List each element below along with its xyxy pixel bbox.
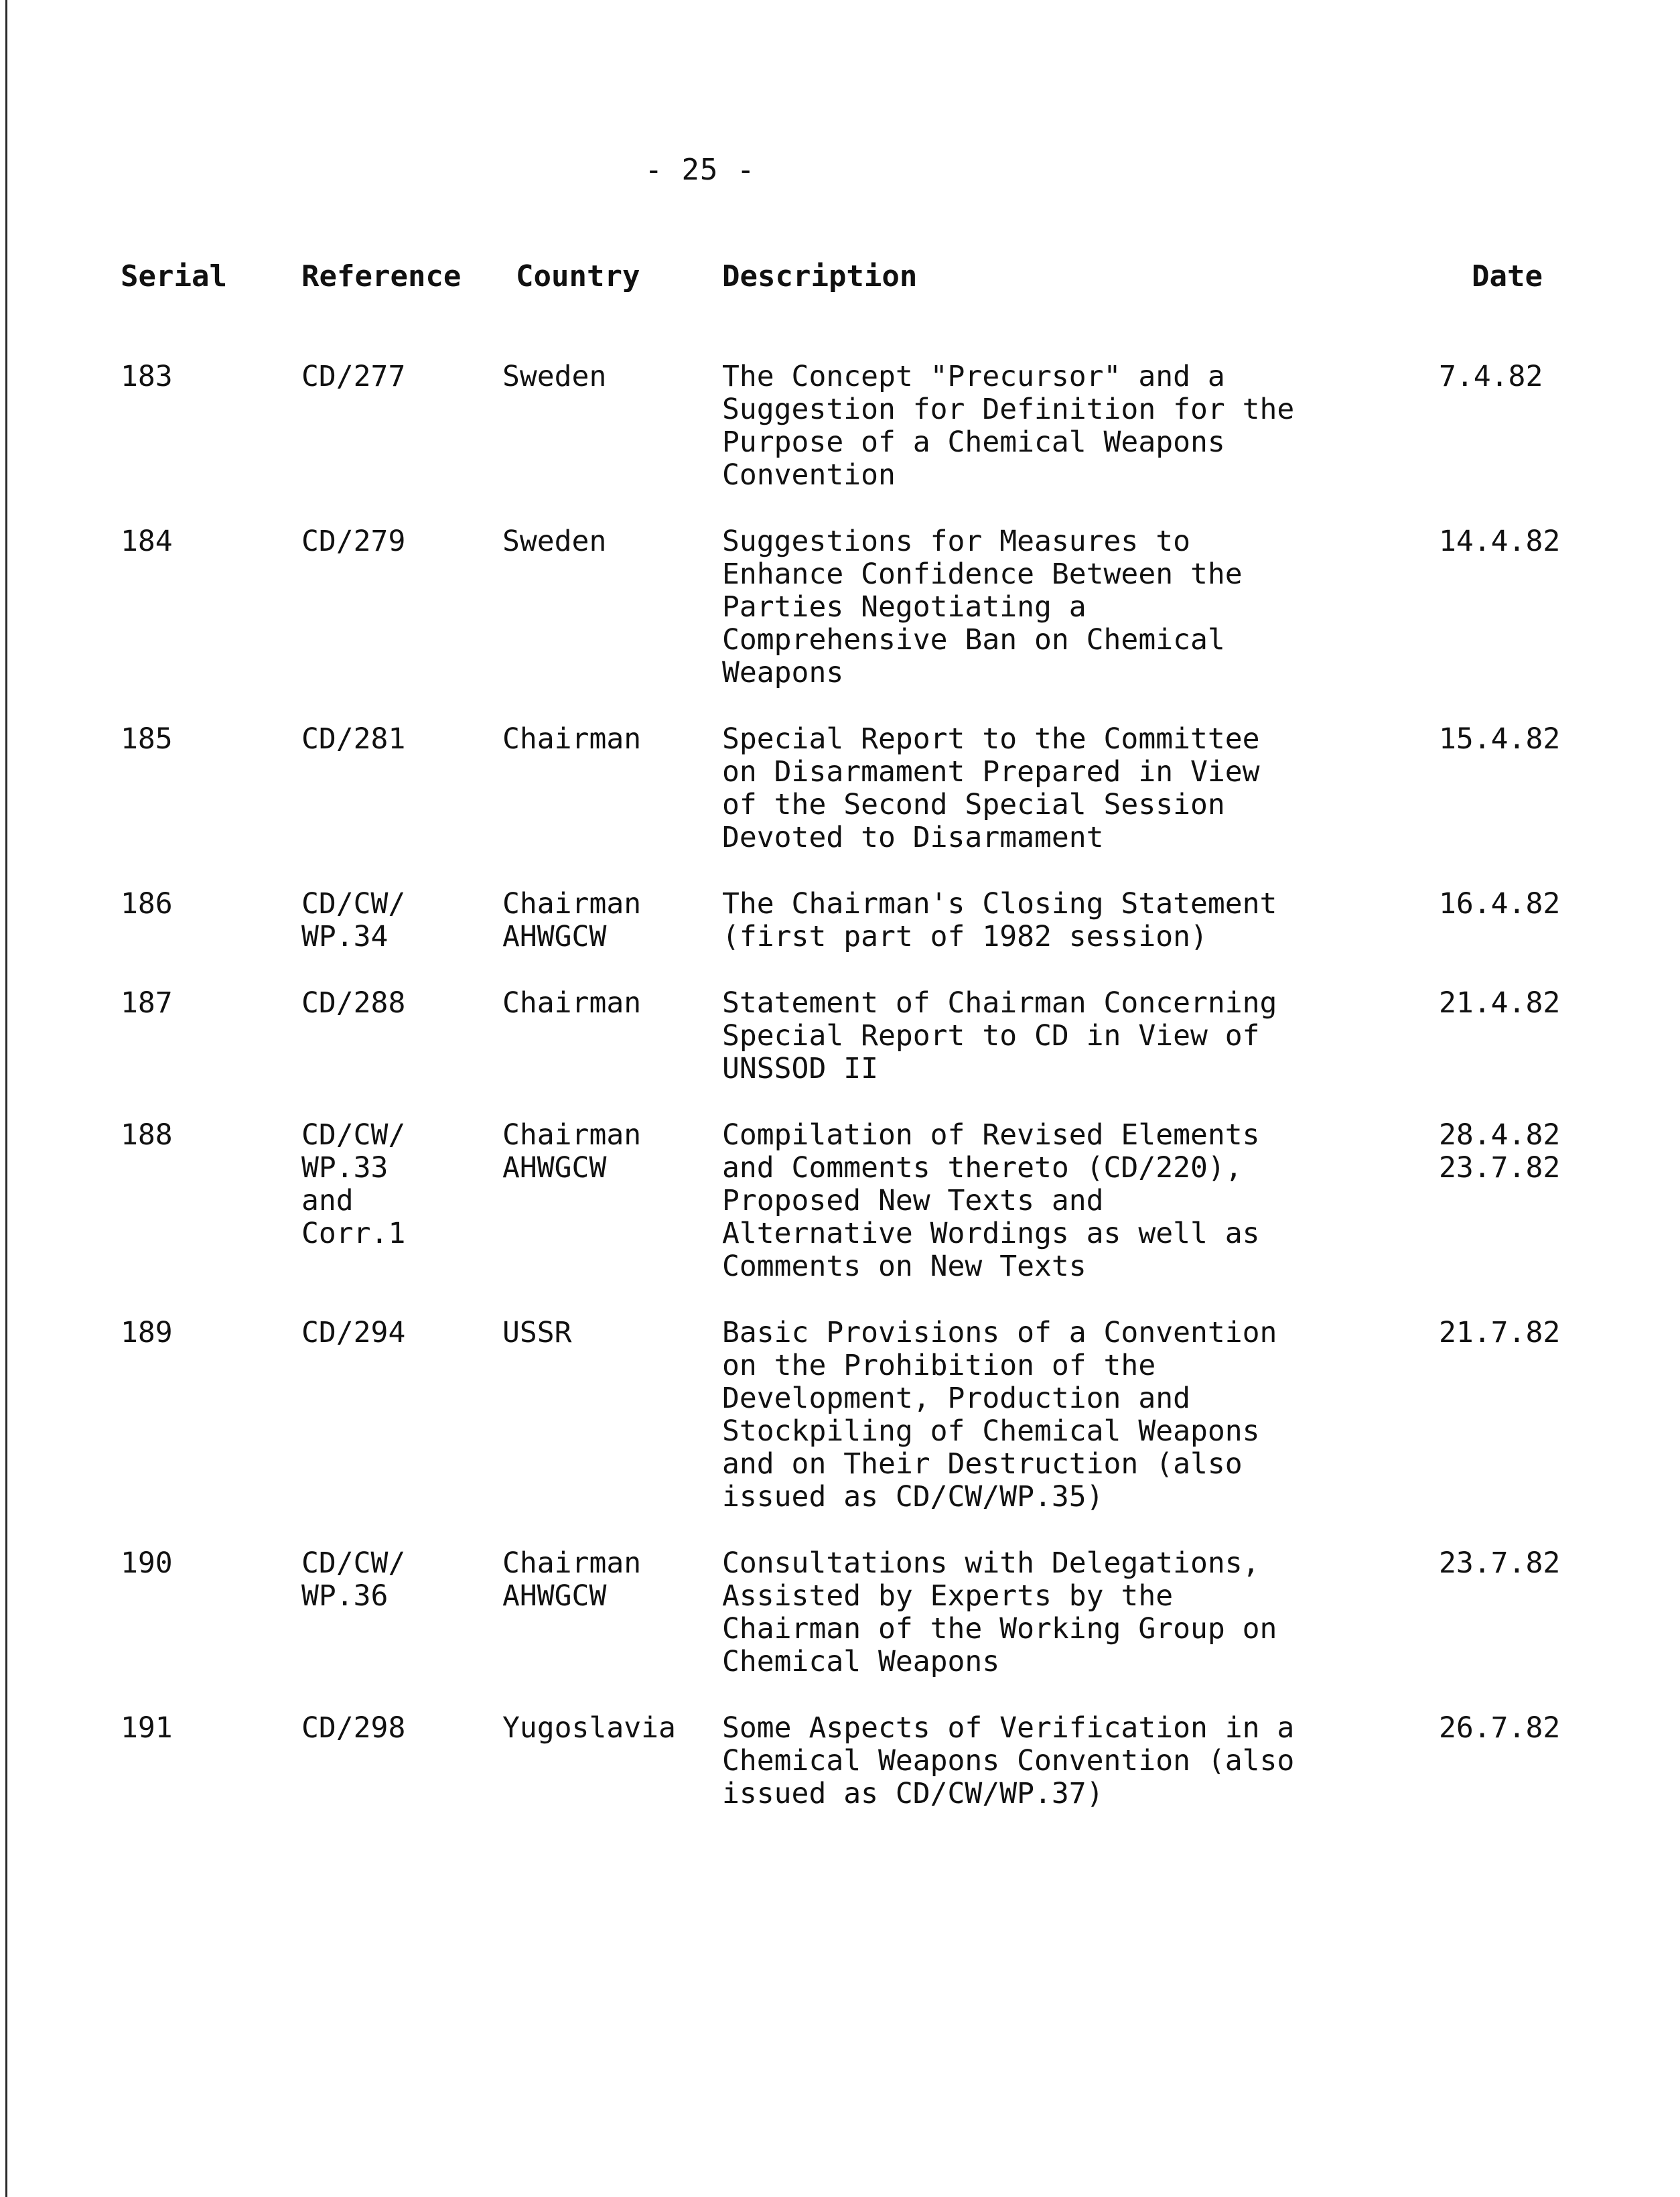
row-date: 23.7.82 bbox=[1439, 1546, 1561, 1580]
page-number: - 25 - bbox=[644, 153, 756, 187]
row-date: 16.4.82 bbox=[1439, 887, 1561, 921]
row-reference: CD/279 bbox=[301, 525, 406, 558]
row-serial: 183 bbox=[121, 360, 173, 393]
table-row bbox=[121, 888, 1581, 987]
table-row bbox=[121, 525, 1581, 723]
row-reference: CD/281 bbox=[301, 722, 406, 756]
row-date: 14.4.82 bbox=[1439, 525, 1561, 558]
row-description: Suggestions for Measures to Enhance Confidence Between the Parties Negotiating a Comprehensive Ban on Chemical Weapons bbox=[722, 525, 1243, 689]
row-date: 21.7.82 bbox=[1439, 1316, 1561, 1349]
row-serial: 191 bbox=[121, 1711, 173, 1745]
row-reference: CD/298 bbox=[301, 1711, 406, 1745]
row-date: 15.4.82 bbox=[1439, 722, 1561, 756]
row-serial: 190 bbox=[121, 1546, 173, 1580]
row-serial: 187 bbox=[121, 986, 173, 1020]
row-country: USSR bbox=[502, 1316, 572, 1349]
table-row bbox=[121, 987, 1581, 1119]
row-reference: CD/CW/ WP.34 bbox=[301, 887, 406, 953]
header-country: Country bbox=[516, 259, 640, 293]
row-country: Chairman AHWGCW bbox=[502, 887, 642, 953]
row-country: Chairman AHWGCW bbox=[502, 1118, 642, 1185]
row-country: Sweden bbox=[502, 525, 607, 558]
header-date: Date bbox=[1472, 259, 1543, 293]
row-serial: 188 bbox=[121, 1118, 173, 1152]
row-reference: CD/288 bbox=[301, 986, 406, 1020]
row-description: The Concept "Precursor" and a Suggestion for Definition for the Purpose of a Chemical Weapons Convention bbox=[722, 360, 1295, 492]
row-country: Chairman bbox=[502, 986, 642, 1020]
row-description: Special Report to the Committee on Disarmament Prepared in View of the Second Special Session Devoted to Disarmament bbox=[722, 722, 1260, 854]
page-edge-line bbox=[5, 0, 7, 2197]
table-row bbox=[121, 1119, 1581, 1317]
table-row bbox=[121, 1712, 1581, 1844]
row-description: Consultations with Delegations, Assisted by Experts by the Chairman of the Working Group on Chemical Weapons bbox=[722, 1546, 1277, 1678]
row-country: Chairman AHWGCW bbox=[502, 1546, 642, 1613]
document-list-table bbox=[121, 260, 1581, 1844]
row-serial: 185 bbox=[121, 722, 173, 756]
table-row bbox=[121, 360, 1581, 525]
row-description: Some Aspects of Verification in a Chemical Weapons Convention (also issued as CD/CW/WP.37) bbox=[722, 1711, 1295, 1810]
row-serial: 184 bbox=[121, 525, 173, 558]
row-reference: CD/294 bbox=[301, 1316, 406, 1349]
row-description: The Chairman's Closing Statement (first part of 1982 session) bbox=[722, 887, 1277, 953]
header-reference: Reference bbox=[301, 259, 462, 293]
row-description: Compilation of Revised Elements and Comments thereto (CD/220), Proposed New Texts and Alternative Wordings as well as Comments on New Texts bbox=[722, 1118, 1260, 1283]
row-reference: CD/CW/ WP.33 and Corr.1 bbox=[301, 1118, 406, 1250]
table-row bbox=[121, 1317, 1581, 1547]
header-serial: Serial bbox=[121, 259, 227, 293]
row-country: Yugoslavia bbox=[502, 1711, 676, 1745]
table-row bbox=[121, 1547, 1581, 1712]
row-country: Chairman bbox=[502, 722, 642, 756]
row-date: 21.4.82 bbox=[1439, 986, 1561, 1020]
row-description: Basic Provisions of a Convention on the Prohibition of the Development, Production and Stockpiling of Chemical Weapons and on Their Destruction (also issued as CD/CW/WP.35) bbox=[722, 1316, 1277, 1514]
row-country: Sweden bbox=[502, 360, 607, 393]
table-header-row bbox=[121, 260, 1581, 360]
header-description: Description bbox=[722, 259, 918, 293]
table-row bbox=[121, 723, 1581, 888]
row-reference: CD/277 bbox=[301, 360, 406, 393]
row-date: 28.4.82 23.7.82 bbox=[1439, 1118, 1561, 1185]
row-date: 7.4.82 bbox=[1439, 360, 1543, 393]
row-description: Statement of Chairman Concerning Special Report to CD in View of UNSSOD II bbox=[722, 986, 1277, 1085]
row-date: 26.7.82 bbox=[1439, 1711, 1561, 1745]
row-serial: 186 bbox=[121, 887, 173, 921]
row-reference: CD/CW/ WP.36 bbox=[301, 1546, 406, 1613]
row-serial: 189 bbox=[121, 1316, 173, 1349]
